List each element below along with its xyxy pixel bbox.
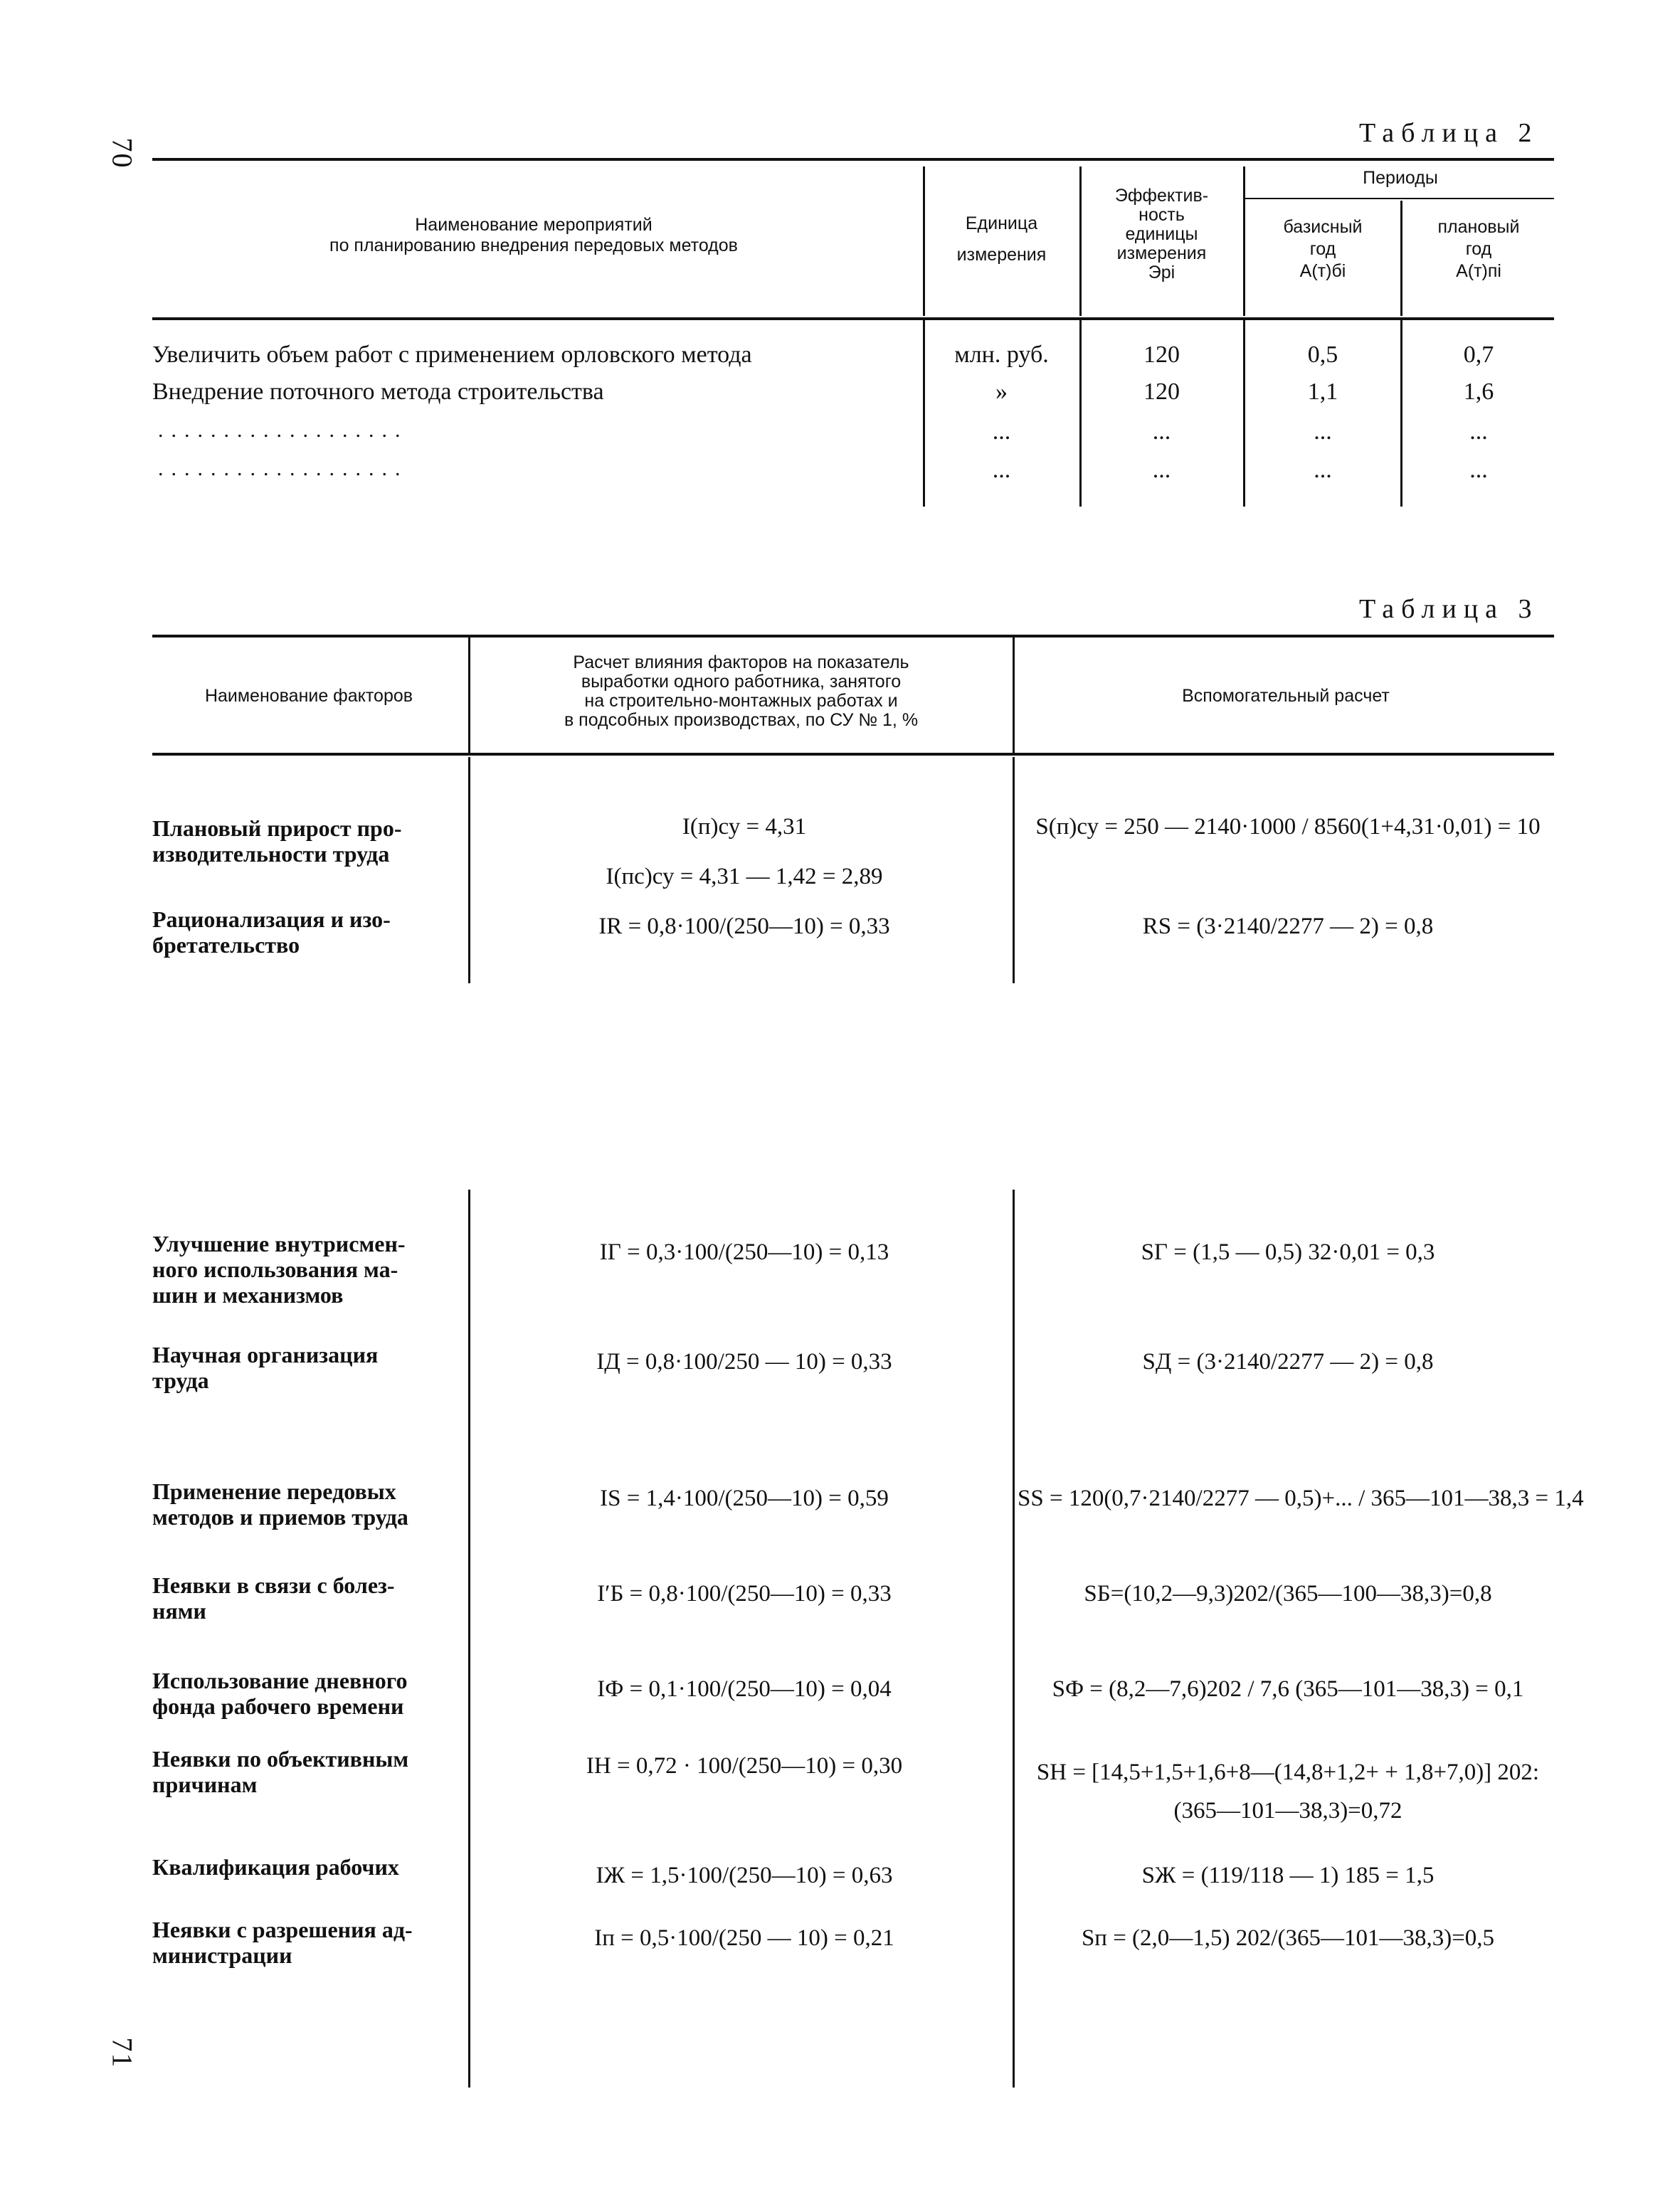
table3-top-rule [152,635,1554,637]
aux-formula: SБ=(10,2—9,3)202/(365—100—38,3)=0,8 [1084,1581,1492,1607]
table2-row4-base: ... [1314,457,1332,483]
table2-periods-rule [1245,198,1554,199]
table2-row1-plan: 0,7 [1463,342,1494,368]
table2-header-unit: Единица измерения [956,213,1047,265]
calc-formula: IФ = 0,1·100/(250—10) = 0,04 [597,1676,892,1702]
table2-col-divider [1400,320,1402,507]
table3-col-divider [468,1190,470,2088]
factor-name: Применение передовых методов и приемов труда [152,1478,408,1530]
table2-row1-name: Увеличить объем работ с применением орловского метода [152,342,752,368]
table2-row3-plan: ... [1469,418,1488,445]
table2-row1-effect: 120 [1143,342,1180,368]
table2-header-rule [152,317,1554,320]
calc-formula: I(пс)су = 4,31 — 1,42 = 2,89 [606,864,883,889]
factor-name: Улучшение внутрисмен- ного использования ма- шин и механизмов [152,1231,406,1308]
table2-row4-effect: ... [1152,457,1171,483]
table2-row3-unit: ... [992,418,1011,445]
table2-header-base: базисный год A(т)бi [1283,217,1363,281]
table2-col-divider [1243,320,1245,507]
aux-formula: SS = 120(0,7·2140/2277 — 0,5)+... / 365—101—38,3 = 1,4 [1018,1486,1584,1511]
aux-formula: SЖ = (119/118 — 1) 185 = 1,5 [1141,1863,1435,1888]
table2-row4-plan: ... [1469,457,1488,483]
factor-name: Неявки с разрешения ад- министрации [152,1917,413,1968]
table2-row3-name: ................... [158,418,408,442]
table3-header-factors: Наименование факторов [204,686,413,706]
table2-caption: Таблица 2 [1359,118,1539,148]
table3-header-aux: Вспомогательный расчет [1182,686,1390,706]
table3-caption: Таблица 3 [1359,594,1539,624]
page-number-top: 70 [106,137,139,169]
table2-row2-name: Внедрение поточного метода строительства [152,379,604,405]
calc-formula: IД = 0,8·100/250 — 10) = 0,33 [596,1349,892,1375]
table2-top-rule [152,158,1554,161]
calc-formula: I′Б = 0,8·100/(250—10) = 0,33 [597,1581,892,1607]
aux-formula: S(п)су = 250 — 2140·1000 / 8560(1+4,31·0,01) = 10 [1035,814,1541,840]
table2-row2-unit: » [995,379,1008,405]
table2-row3-base: ... [1314,418,1332,445]
table2-col-divider [1400,201,1402,316]
factor-name: Квалификация рабочих [152,1854,399,1880]
table3-col-divider [1013,637,1015,753]
table2-row2-base: 1,1 [1307,379,1338,405]
factor-name: Использование дневного фонда рабочего времени [152,1668,408,1719]
table2-row2-plan: 1,6 [1463,379,1494,405]
factor-name: Плановый прирост про- изводительности труда [152,815,402,867]
table2-row1-base: 0,5 [1307,342,1338,368]
factor-name: Научная организация труда [152,1342,379,1393]
calc-formula: IR = 0,8·100/(250—10) = 0,33 [598,914,890,939]
table2-header-effect: Эффектив- ность единицы измерения Эpi [1114,186,1209,282]
table2-row4-unit: ... [992,457,1011,483]
table2-row4-name: ................... [158,457,408,480]
factor-name: Неявки в связи с болез- нями [152,1572,395,1624]
table3-header-rule [152,753,1554,756]
aux-formula: SФ = (8,2—7,6)202 / 7,6 (365—101—38,3) = 0,1 [1052,1676,1524,1702]
table2-row3-effect: ... [1152,418,1171,445]
aux-formula: SГ = (1,5 — 0,5) 32·0,01 = 0,3 [1141,1239,1435,1265]
table3-col-divider [468,637,470,753]
table2-row1-unit: млн. руб. [954,342,1049,368]
aux-formula: RS = (3·2140/2277 — 2) = 0,8 [1142,914,1434,939]
table3-col-divider [1013,1190,1015,2088]
table3-header-calc: Расчет влияния факторов на показатель выработки одного работника, занятого на строительно-монтажных работах и в подсобных производствах, по СУ № 1, % [564,652,919,730]
factor-name: Неявки по объективным причинам [152,1746,409,1797]
aux-formula: SН = [14,5+1,5+1,6+8—(14,8+1,2+ + 1,8+7,0)] 202:(365—101—38,3)=0,72 [1036,1760,1540,1824]
calc-formula: IГ = 0,3·100/(250—10) = 0,13 [599,1239,889,1265]
calc-formula: IЖ = 1,5·100/(250—10) = 0,63 [596,1863,893,1888]
calc-formula: Iп = 0,5·100/(250 — 10) = 0,21 [594,1925,894,1951]
table3-col-divider [468,757,470,983]
page-number-bottom: 71 [106,2037,139,2069]
calc-formula: I(п)су = 4,31 [682,814,807,840]
table2-header-name: Наименование мероприятий по планированию внедрения передовых методов [329,215,738,255]
table2-header-periods: Периоды [1363,168,1438,188]
factor-name: Рационализация и изо- бретательство [152,906,391,958]
aux-formula: SД = (3·2140/2277 — 2) = 0,8 [1142,1349,1434,1375]
table2-row2-effect: 120 [1143,379,1180,405]
calc-formula: IН = 0,72 · 100/(250—10) = 0,30 [586,1753,903,1779]
table2-header-plan: плановый год A(т)пi [1437,217,1520,281]
aux-formula: Sп = (2,0—1,5) 202/(365—101—38,3)=0,5 [1081,1925,1495,1951]
table2-col-divider [1243,166,1245,316]
calc-formula: IS = 1,4·100/(250—10) = 0,59 [600,1486,889,1511]
